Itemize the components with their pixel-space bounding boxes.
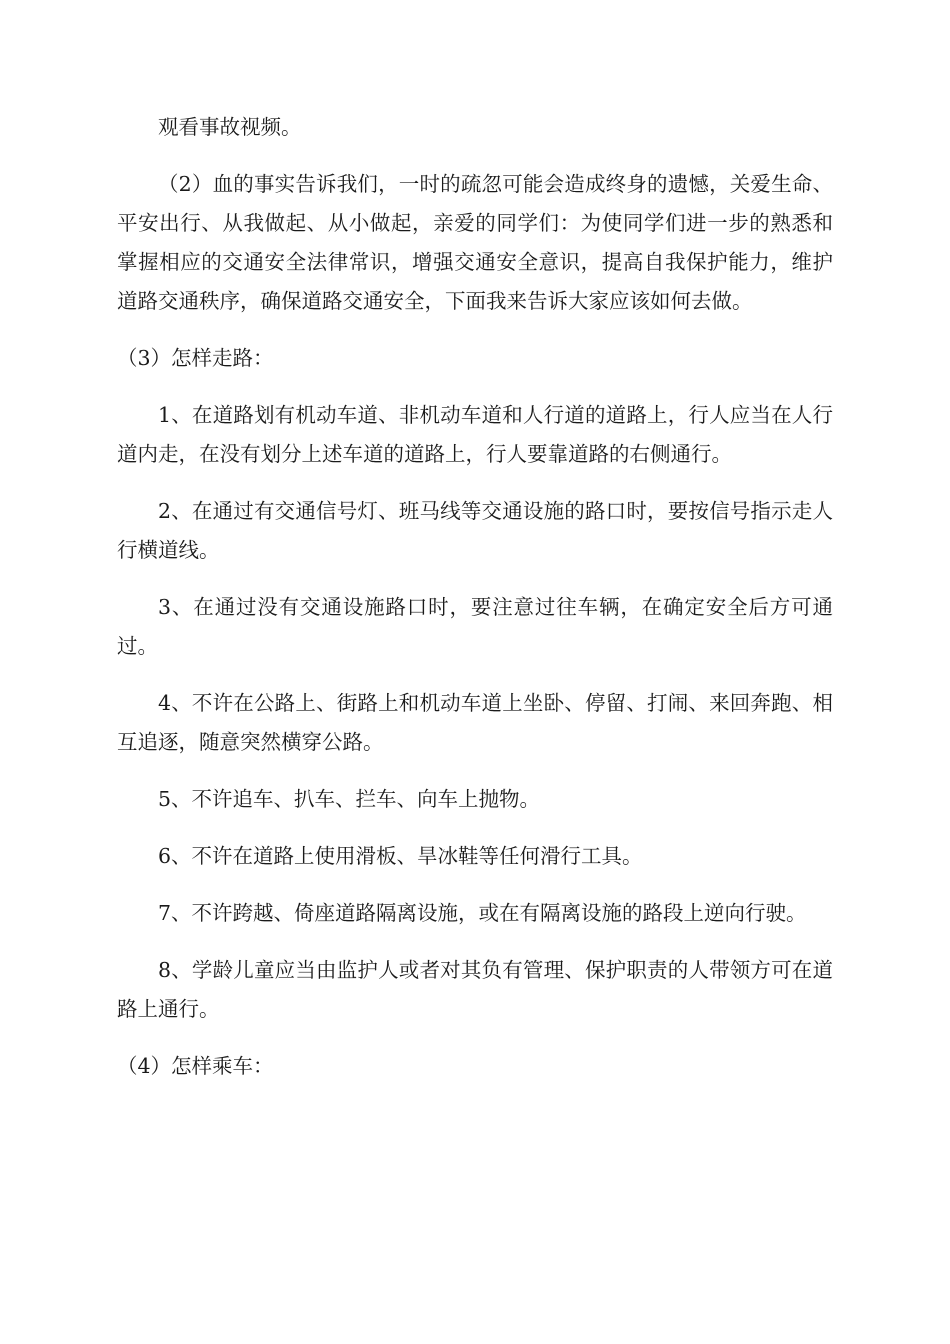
rule-item-5: 5、不许追车、扒车、拦车、向车上抛物。 xyxy=(158,787,541,811)
rule-item-3: 3、在通过没有交通设施路口时，要注意过往车辆，在确定安全后方可通过。 xyxy=(117,595,833,658)
rule-item-6: 6、不许在道路上使用滑板、旱冰鞋等任何滑行工具。 xyxy=(158,844,643,868)
section-heading-riding: （4）怎样乘车： xyxy=(117,1054,274,1078)
document-body xyxy=(117,108,833,1104)
rule-item-2: 2、在通过有交通信号灯、班马线等交通设施的路口时，要按信号指示走人行横道线。 xyxy=(117,499,833,562)
rule-item-8: 8、学龄儿童应当由监护人或者对其负有管理、保护职责的人带领方可在道路上通行。 xyxy=(117,958,833,1021)
paragraph-watch-video: 观看事故视频。 xyxy=(158,115,302,139)
rule-item-7: 7、不许跨越、倚座道路隔离设施，或在有隔离设施的路段上逆向行驶。 xyxy=(158,901,807,925)
rule-item-4: 4、不许在公路上、街路上和机动车道上坐卧、停留、打闹、来回奔跑、相互追逐，随意突然横穿公路。 xyxy=(117,691,833,754)
paragraph-intro: （2）血的事实告诉我们，一时的疏忽可能会造成终身的遗憾，关爱生命、平安出行、从我做起、从小做起，亲爱的同学们：为使同学们进一步的熟悉和掌握相应的交通安全法律常识，增强交通安全意识，提高自我保护能力，维护道路交通秩序，确保道路交通安全，下面我来告诉大家应该如何去做。 xyxy=(117,172,833,313)
rule-item-1: 1、在道路划有机动车道、非机动车道和人行道的道路上，行人应当在人行道内走，在没有划分上述车道的道路上，行人要靠道路的右侧通行。 xyxy=(117,403,833,466)
section-heading-walking: （3）怎样走路： xyxy=(117,346,274,370)
